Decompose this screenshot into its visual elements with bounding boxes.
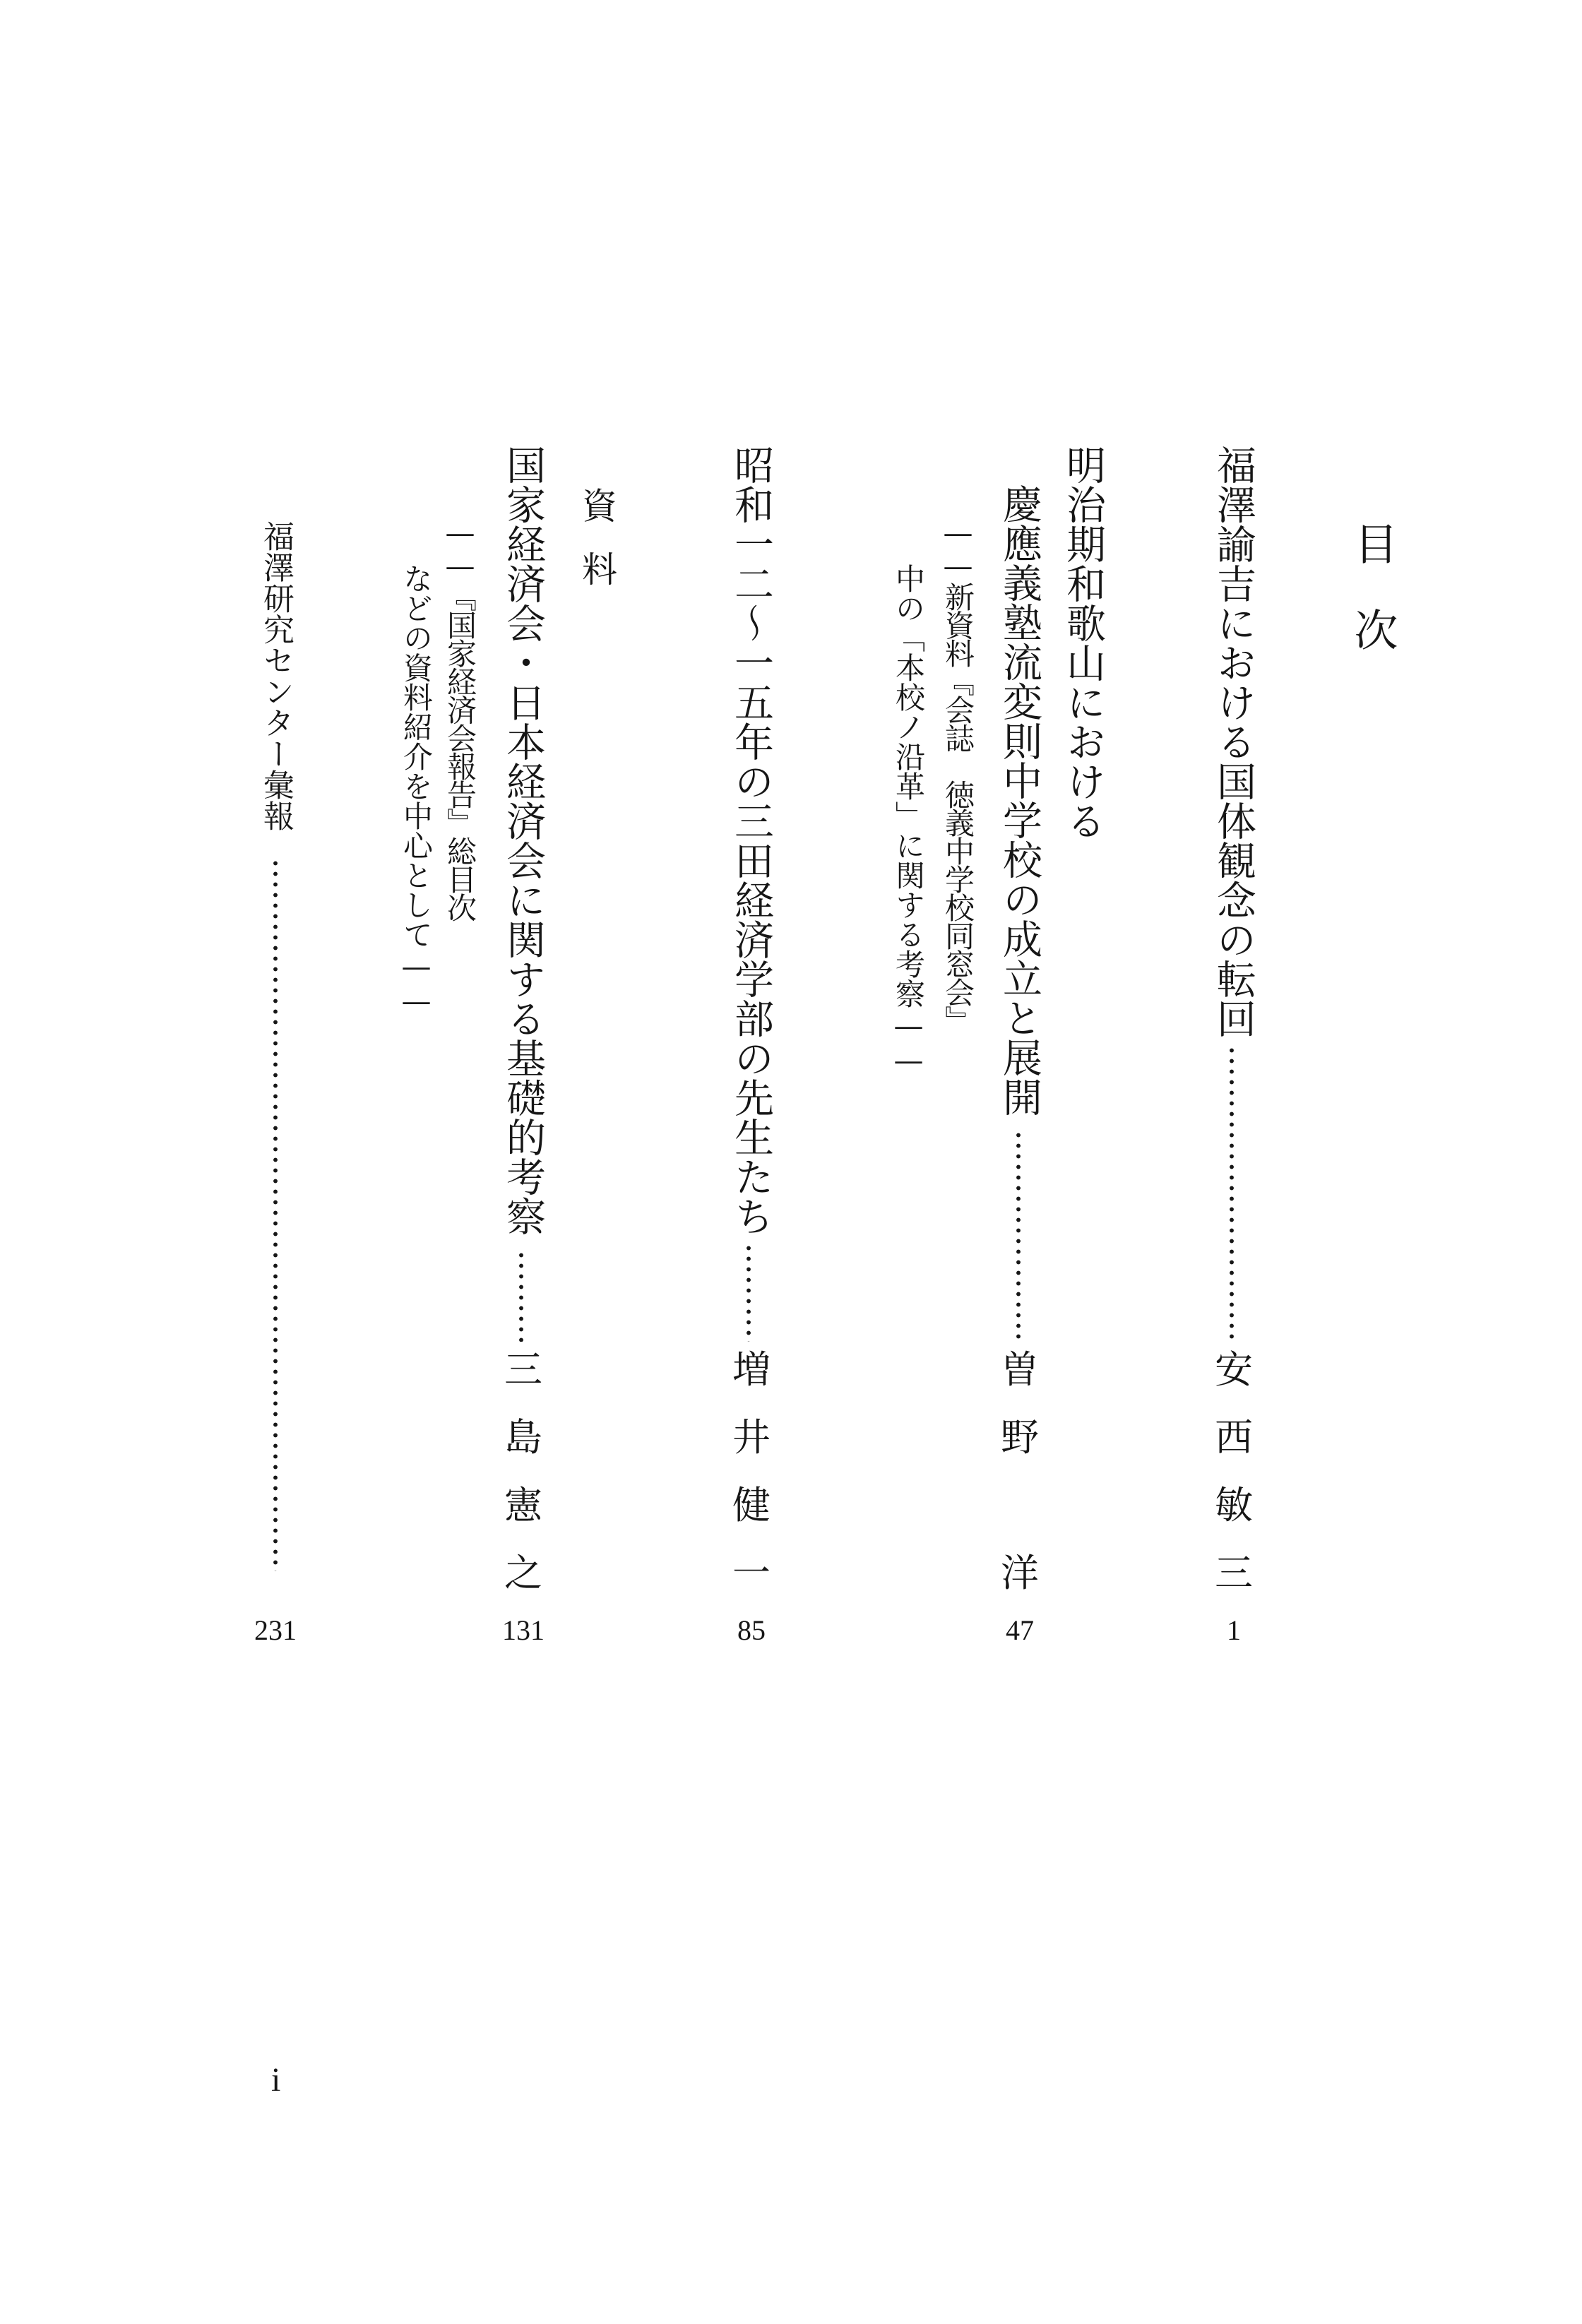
entry-1-author-3: 敏 [1215, 1483, 1253, 1527]
entry-1-author-2: 西 [1215, 1415, 1253, 1460]
entry-3-author-1: 増 [732, 1347, 771, 1392]
entry-3-author-3: 健 [732, 1483, 771, 1527]
entry-2-leader [1016, 1130, 1021, 1342]
entry-3-author-4: 一 [732, 1551, 771, 1595]
entry-4-title: 国家経済会・日本経済会に関する基礎的考察 [500, 445, 546, 1236]
entry-3-author-2: 井 [732, 1415, 771, 1460]
entry-3-leader [747, 1243, 751, 1342]
entry-4-subtitle-line-2: などの資料紹介を中心として—— [399, 564, 434, 1018]
entry-1-leader [1230, 1045, 1234, 1342]
entry-5-leader [273, 858, 278, 1571]
entry-4-subtitle-line-1: ——『国家経済会報告』総目次 [443, 516, 477, 921]
entry-1-title: 福澤諭吉における国体観念の転回 [1211, 445, 1256, 1038]
entry-1-author-1: 安 [1215, 1347, 1253, 1392]
toc-heading: 目次 [1347, 521, 1398, 693]
entry-3-title: 昭和一二〜一五年の三田経済学部の先生たち [728, 445, 774, 1236]
entry-1-author-4: 三 [1215, 1551, 1253, 1595]
entry-3-page: 85 [737, 1614, 766, 1646]
entry-4-author-4: 之 [504, 1551, 542, 1595]
entry-2-subtitle-line-2: 中の「本校ノ沿革」に関する考察—— [891, 564, 926, 1078]
entry-2-title-line-2: 慶應義塾流変則中学校の成立と展開 [997, 484, 1042, 1116]
entry-5-title: 福澤研究センター彙報 [258, 520, 294, 831]
entry-4-author-3: 憲 [504, 1483, 542, 1527]
entry-2-author-2: 野 [1001, 1415, 1039, 1460]
page-folio: i [271, 2061, 281, 2099]
entry-1-page: 1 [1227, 1614, 1241, 1646]
entry-4-author-1: 三 [504, 1347, 542, 1392]
entry-4-page: 131 [502, 1614, 545, 1646]
entry-4-leader [519, 1250, 523, 1342]
entry-2-page: 47 [1006, 1614, 1034, 1646]
section-heading-materials: 資料 [576, 487, 617, 614]
entry-2-subtitle-line-1: ——新資料『会誌 徳義中学校同窓会』 [941, 516, 975, 1034]
entry-2-title-line-1: 明治期和歌山における [1060, 445, 1106, 840]
entry-2-author-1: 曽 [1001, 1347, 1039, 1392]
entry-5-page: 231 [254, 1614, 297, 1646]
entry-4-author-2: 島 [504, 1415, 542, 1460]
entry-2-author-3: 洋 [1001, 1551, 1039, 1595]
